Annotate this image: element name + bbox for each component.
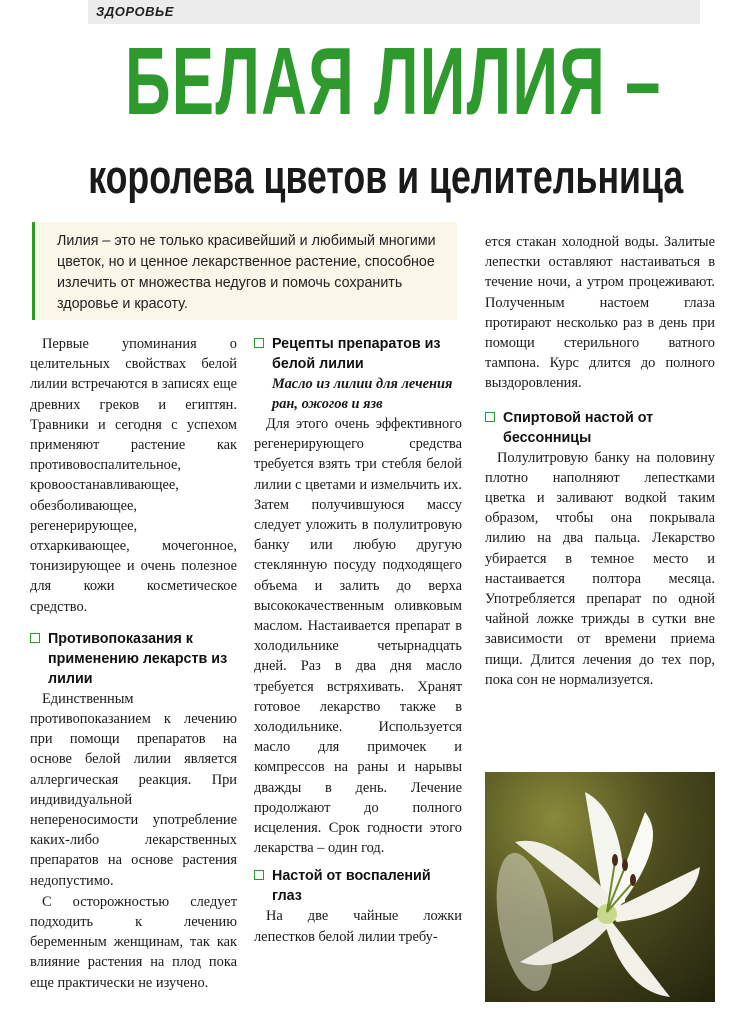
lily-photo xyxy=(485,772,715,1002)
article-subtitle: королева цветов и целительница xyxy=(88,150,684,203)
lily-flower-icon xyxy=(485,772,715,1002)
section-heading xyxy=(254,866,462,906)
header-bar xyxy=(88,0,700,24)
intro-box: Лилия – это не только красивейший и любимый многими цветок, но и ценное лекарственное растение, способное излечить от множества недугов и помочь сохранить здоровье и красоту. xyxy=(32,222,457,320)
paragraph: Полулитровую банку на половину плотно наполняют лепестками цветка и заливают водкой таким образом, чтобы она покрывала лилию на два пальца. Лекарство убирается в темное место и настаивается полтора месяца. Употребляется препарат по одной чайной ложке трижды в сутки вне зависимости от времени приема пищи. Длится лечения до тех пор, пока сон не нормализуется. xyxy=(485,449,715,688)
heading-text: Рецепты препаратов из белой лилии xyxy=(272,336,441,372)
square-outline-icon xyxy=(30,633,40,643)
column-1 xyxy=(30,334,237,993)
square-outline-icon xyxy=(254,338,264,348)
section-heading xyxy=(30,629,237,689)
paragraph: Для этого очень эффективного регенерирующего средства требуется взять три стебля белой лилии с цветами и измельчить их. Затем получившуюся массу следует уложить в полулитровую банку или любую другую стеклянную посуду подходящего объема и залить до верха высококачественным оливковым маслом. Настаивается препарат в холодильнике четырнадцать дней. Раз в два дня масло требуется встряхивать. Хранят готовое лекарство также в холодильнике. Используется масло для примочек и компрессов на раны и нарывы дважды в день. Лечение продолжают до полного исцеления. Срок годности этого лекарства – один год. xyxy=(254,416,462,857)
paragraph: На две чайные ложки лепестков белой лилии требу- xyxy=(254,908,462,945)
section-heading xyxy=(485,408,715,448)
column-2 xyxy=(254,334,462,947)
column-3 xyxy=(485,232,715,690)
section-heading xyxy=(254,334,462,374)
recipe-subheading: Масло из лилии для лечения ран, ожогов и язв xyxy=(272,376,453,412)
paragraph: С осторожностью следует подходить к лечению беременным женщинам, так как влияние растения на плод пока еще практически не изучено. xyxy=(30,893,237,991)
section-label: ЗДОРОВЬЕ xyxy=(96,4,174,19)
heading-text: Противопоказания к применению лекарств из лилии xyxy=(48,630,228,687)
paragraph: Единственным противопоказанием к лечению при помощи препаратов на основе белой лилии является аллергическая реакция. При индивидуальной непереносимости употребление каких-либо лекарственных препаратов на основе растения недопустимо. xyxy=(30,690,237,889)
paragraph: Первые упоминания о целительных свойствах белой лилии встречаются в записях еще древних греков и египтян. Травники и сегодня с успехом применяют растение как противовоспалительное, кровоостанавливающее, обезболивающее, регенерирующее, отхаркивающее, мочегонное, тонизирующее и очень полезное для кожи косметическое средство. xyxy=(30,336,237,615)
paragraph: ется стакан холодной воды. Залитые лепестки оставляют настаиваться в течение ночи, а утром процеживают. Полученным настоем глаза протирают несколько раз в день при помощи стерильного ватного тампона. Курс длится до полного выздоровления. xyxy=(485,234,715,392)
heading-text: Настой от воспалений глаз xyxy=(272,868,431,905)
article-title: БЕЛАЯ ЛИЛИЯ – xyxy=(124,28,662,135)
heading-text: Спиртовой настой от бессонницы xyxy=(503,409,654,446)
square-outline-icon xyxy=(485,412,495,422)
square-outline-icon xyxy=(254,870,264,880)
